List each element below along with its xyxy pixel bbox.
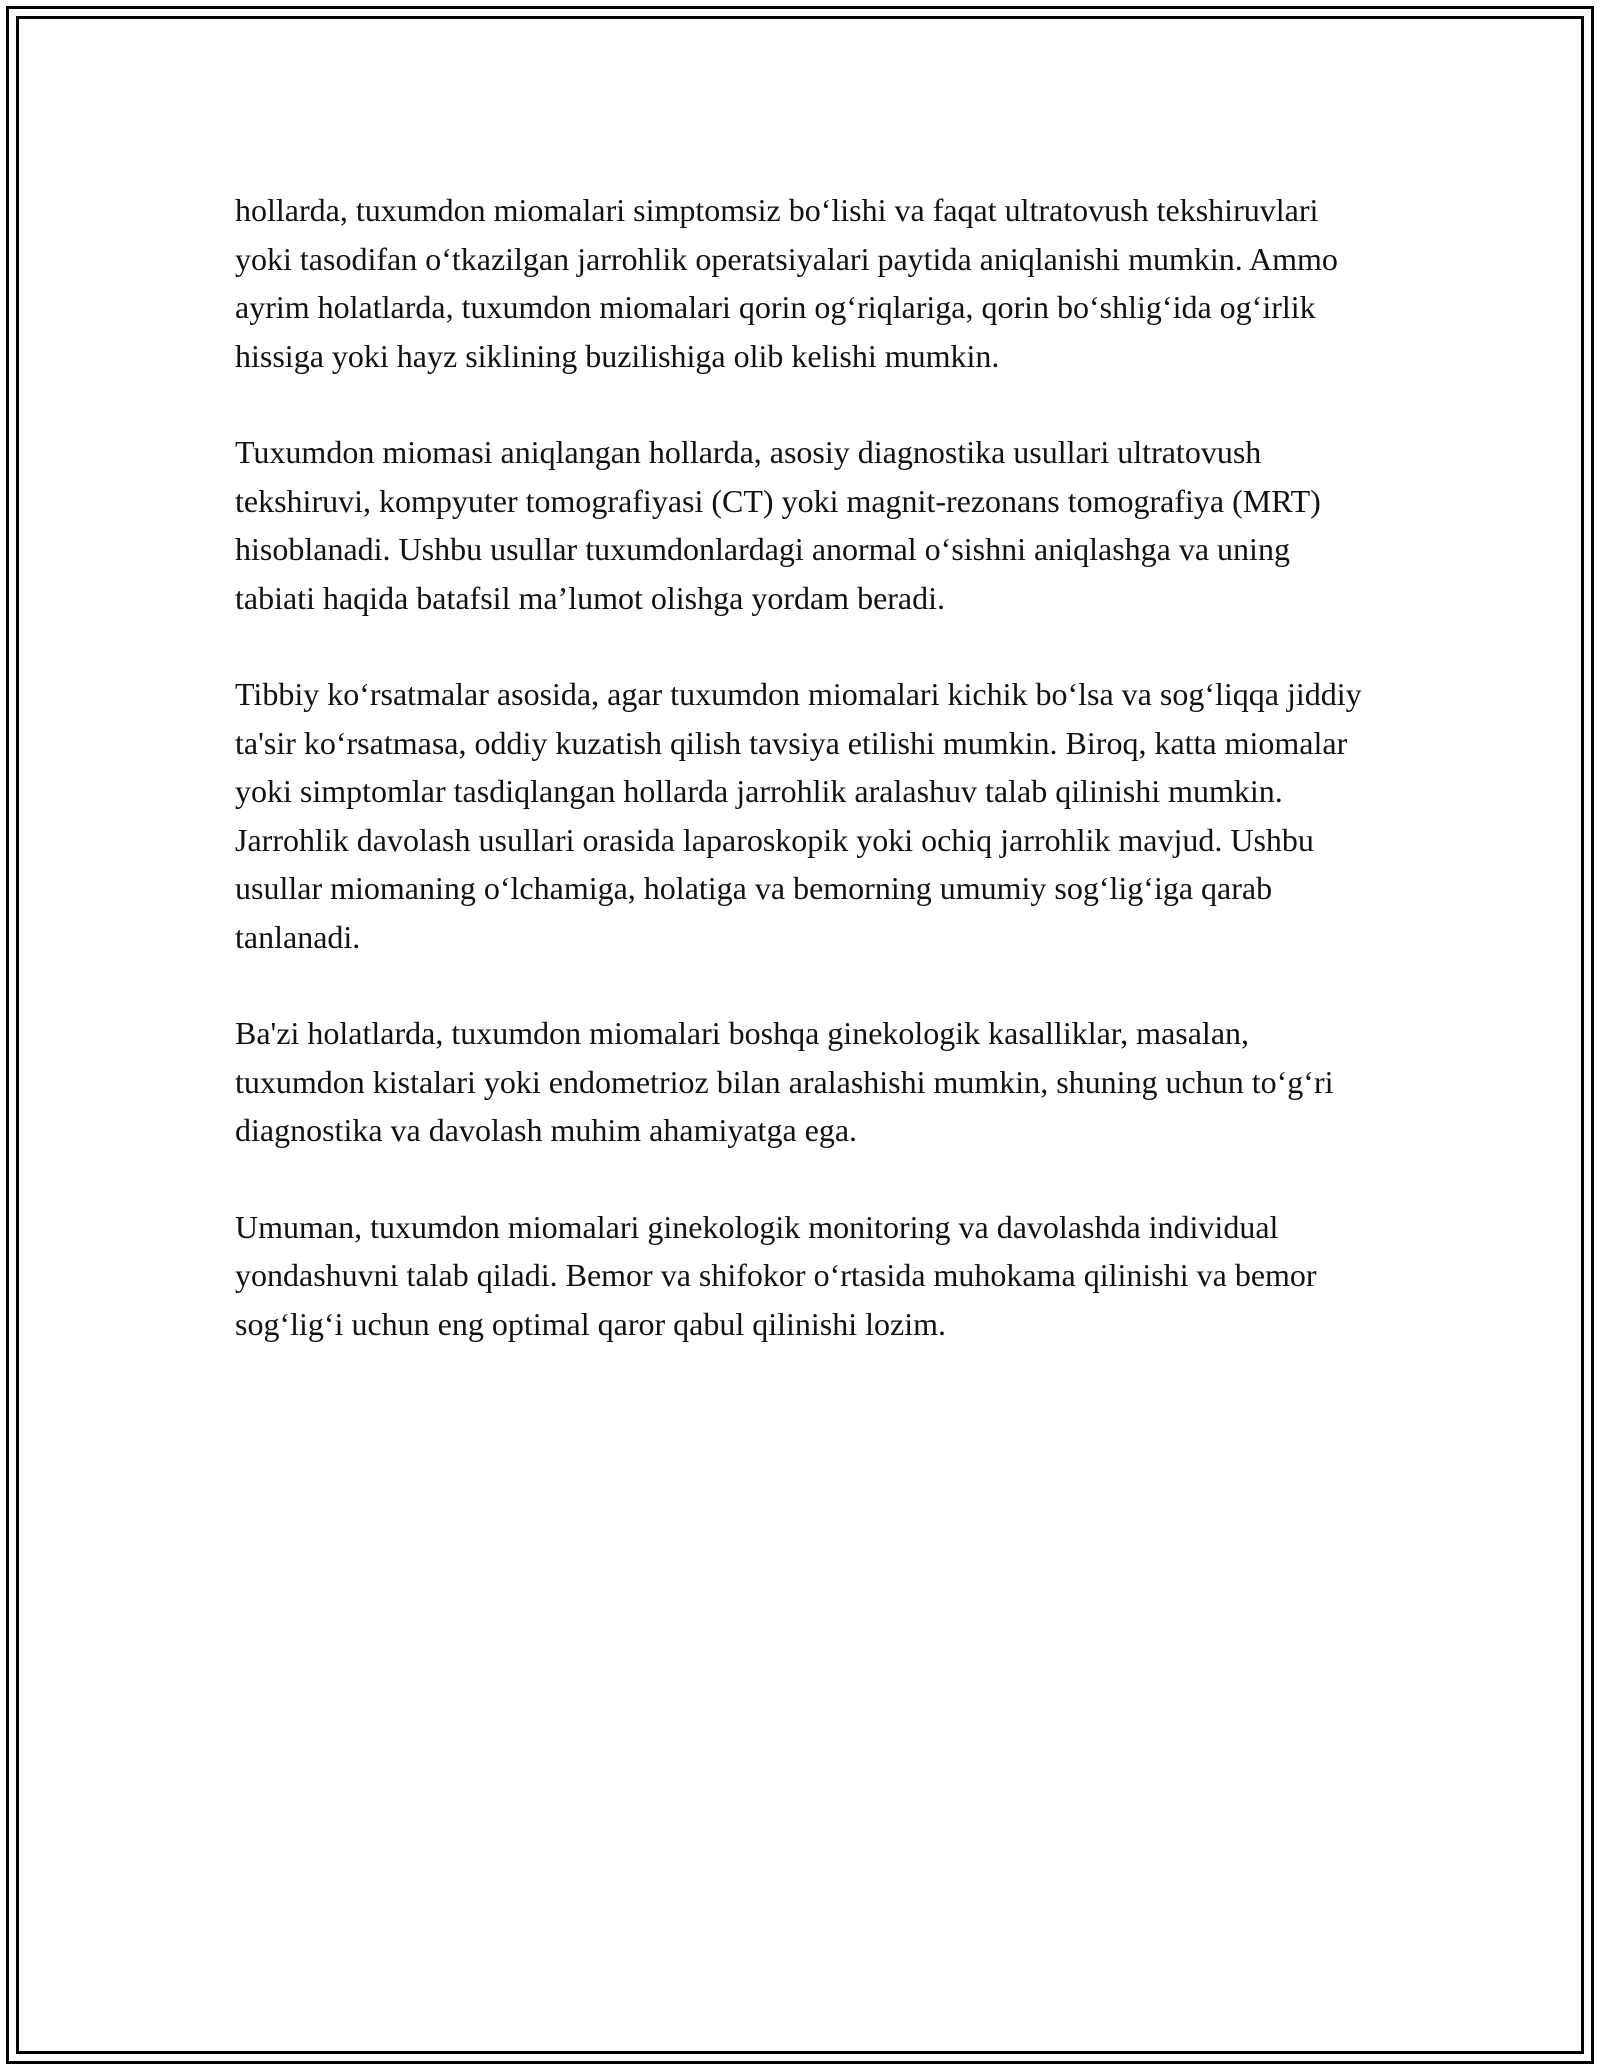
document-body (235, 186, 1375, 1396)
paragraph-4: Ba'zi holatlarda, tuxumdon miomalari boshqa ginekologik kasalliklar, masalan, tuxumdon kistalari yoki endometrioz bilan aralashishi mumkin, shuning uchun toʻgʻri diagnostika va davolash muhim ahamiyatga ega. (235, 1015, 1334, 1148)
paragraph-5: Umuman, tuxumdon miomalari ginekologik monitoring va davolashda individual yondashuvni talab qiladi. Bemor va shifokor oʻrtasida muhokama qilinishi va bemor sogʻligʻi uchun eng optimal qaror qabul qilinishi lozim. (235, 1208, 1317, 1342)
paragraph-2: Tuxumdon miomasi aniqlangan hollarda, asosiy diagnostika usullari ultratovush tekshiruvi, kompyuter tomografiyasi (CT) yoki magnit-rezonans tomografiya (MRT) hisoblanadi. Ushbu usullar tuxumdonlardagi anormal oʻsishni aniqlashga va uning tabiati haqida batafsil maʼlumot olishga yordam beradi. (235, 434, 1321, 616)
paragraph-1: hollarda, tuxumdon miomalari simptomsiz boʻlishi va faqat ultratovush tekshiruvlari yoki tasodifan oʻtkazilgan jarrohlik operatsiyalari paytida aniqlanishi mumkin. Ammo ayrim holatlarda, tuxumdon miomalari qorin ogʻriqlariga, qorin boʻshligʻida ogʻirlik hissiga yoki hayz siklining buzilishiga olib kelishi mumkin. (235, 192, 1338, 374)
paragraph-3: Tibbiy koʻrsatmalar asosida, agar tuxumdon miomalari kichik boʻlsa va sogʻliqqa jiddiy ta'sir koʻrsatmasa, oddiy kuzatish qilish tavsiya etilishi mumkin. Biroq, katta miomalar yoki simptomlar tasdiqlangan hollarda jarrohlik aralashuv talab qilinishi mumkin. Jarrohlik davolash usullari orasida laparoskopik yoki ochiq jarrohlik mavjud. Ushbu usullar miomaning oʻlchamiga, holatiga va bemorning umumiy sogʻligʻiga qarab tanlanadi. (235, 676, 1362, 955)
